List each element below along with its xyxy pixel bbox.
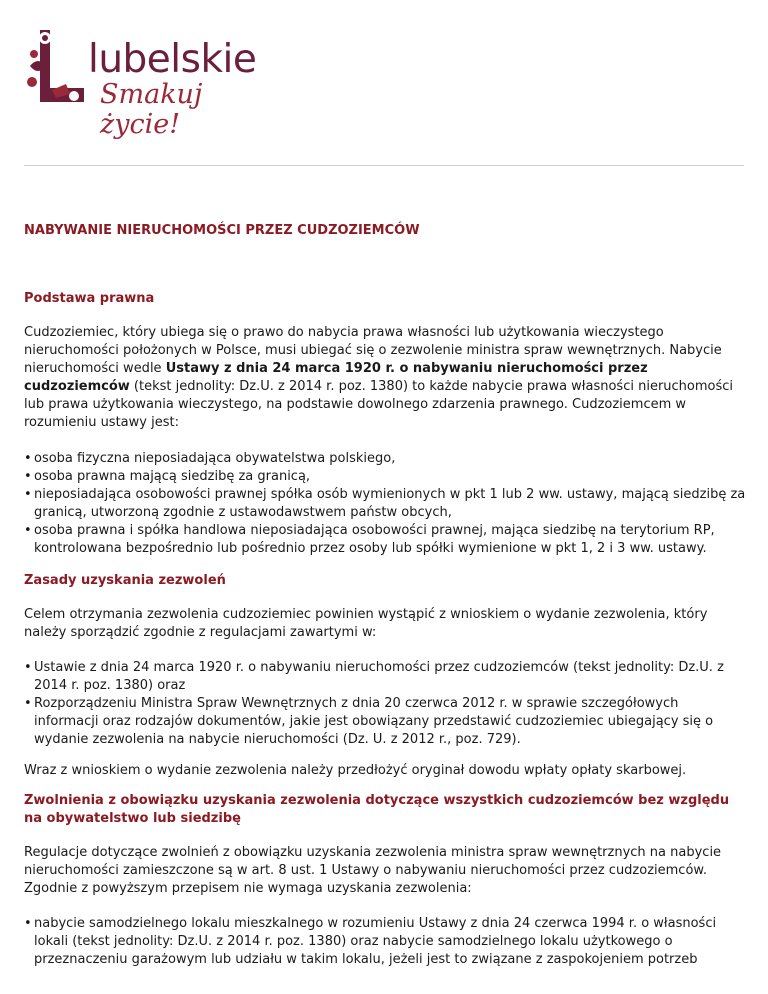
list-item: • nieposiadająca osobowości prawnej spółka osób wymienionych w pkt 1 lub 2 ww. ustawy, mającą siedzibę za granicą, utworzoną zgodnie z ustawodawstwem państw obcych, [34,486,746,522]
law-reference: Ustawy z dnia 24 marca 1920 r. o nabywaniu nieruchomości przez cudzoziemców [24,361,648,394]
document-title: NABYWANIE NIERUCHOMOŚCI PRZEZ CUDZOZIEMCÓW [24,223,420,238]
section-heading: Zasady uzyskania zezwoleń [24,573,226,588]
exemption-list [24,915,746,969]
logo-emblem-icon [26,26,90,110]
list-item: • osoba prawna mającą siedzibę za granicą, [34,468,746,486]
document-body [24,222,746,969]
section-paragraph: Celem otrzymania zezwolenia cudzoziemiec powinien wystąpić z wnioskiem o wydanie zezwolenia, który należy sporządzić zgodnie z regulacjami zawartymi w: [24,607,708,640]
section-paragraph: Wraz z wnioskiem o wydanie zezwolenia należy przedłożyć oryginał dowodu wpłaty opłaty skarbowej. [24,763,687,778]
list-item: • osoba fizyczna nieposiadająca obywatelstwa polskiego, [34,450,746,468]
section-paragraph: Cudzoziemiec, który ubiega się o prawo do nabycia prawa własności lub użytkowania wieczystego nieruchomości położonych w Polsce, musi ubiegać się o zezwolenie ministra spraw wewnętrznych. Nabycie nieruchomości wedle Ustawy z dnia 24 marca 1920 r. o nabywaniu nieruchomości przez cudzoziemców (tekst jednolity: Dz.U. z 2014 r. poz. 1380) to każde nabycie prawa własności nieruchomości lub prawa użytkowania wieczystego, na podstawie dowolnego zdarzenia prawnego. Cudzoziemcem w rozumieniu ustawy jest: [24,325,734,430]
regulation-list [24,659,746,749]
section-heading: Podstawa prawna [24,291,155,306]
section-paragraph: Regulacje dotyczące zwolnień z obowiązku uzyskania zezwolenia ministra spraw wewnętrznych na nabycie nieruchomości zamieszczone są w art. 8 ust. 1 Ustawy o nabywaniu nieruchomości przez cudzoziemców. Zgodnie z powyższym przepisem nie wymaga uzyskania zezwolenia: [24,845,722,896]
lubelskie-logo [26,26,276,140]
section-heading: Zwolnienia z obowiązku uzyskania zezwolenia dotyczące wszystkich cudzoziemców bez względu na obywatelstwo lub siedzibę [24,793,730,826]
logo-wordmark: lubelskie [88,37,257,82]
list-item: • osoba prawna i spółka handlowa nieposiadająca osobowości prawnej, mająca siedzibę na terytorium RP, kontrolowana bezpośrednio lub pośrednio przez osoby lub spółki wymienione w pkt 1, 2 i 3 ww. ustawy. [34,522,746,558]
list-item: • nabycie samodzielnego lokalu mieszkalnego w rozumieniu Ustawy z dnia 24 czerwca 1994 r. o własności lokali (tekst jednolity: Dz.U. z 2014 r. poz. 1380) oraz nabycie samodzielnego lokalu użytkowego o przeznaczeniu garażowym lub udziału w takim lokalu, jeżeli jest to związane z zaspokojeniem potrzeb [34,915,746,969]
definition-list [24,450,746,558]
list-item: • Ustawie z dnia 24 marca 1920 r. o nabywaniu nieruchomości przez cudzoziemców (tekst jednolity: Dz.U. z 2014 r. poz. 1380) oraz [34,659,746,695]
header-divider [24,165,744,166]
logo-tagline: Smakuj życie! [100,79,203,140]
list-item: • Rozporządzeniu Ministra Spraw Wewnętrznych z dnia 20 czerwca 2012 r. w sprawie szczegółowych informacji oraz rodzajów dokumentów, jakie jest obowiązany przedstawić cudzoziemiec ubiegający się o wydanie zezwolenia na nabycie nieruchomości (Dz. U. z 2012 r., poz. 729). [34,695,746,749]
